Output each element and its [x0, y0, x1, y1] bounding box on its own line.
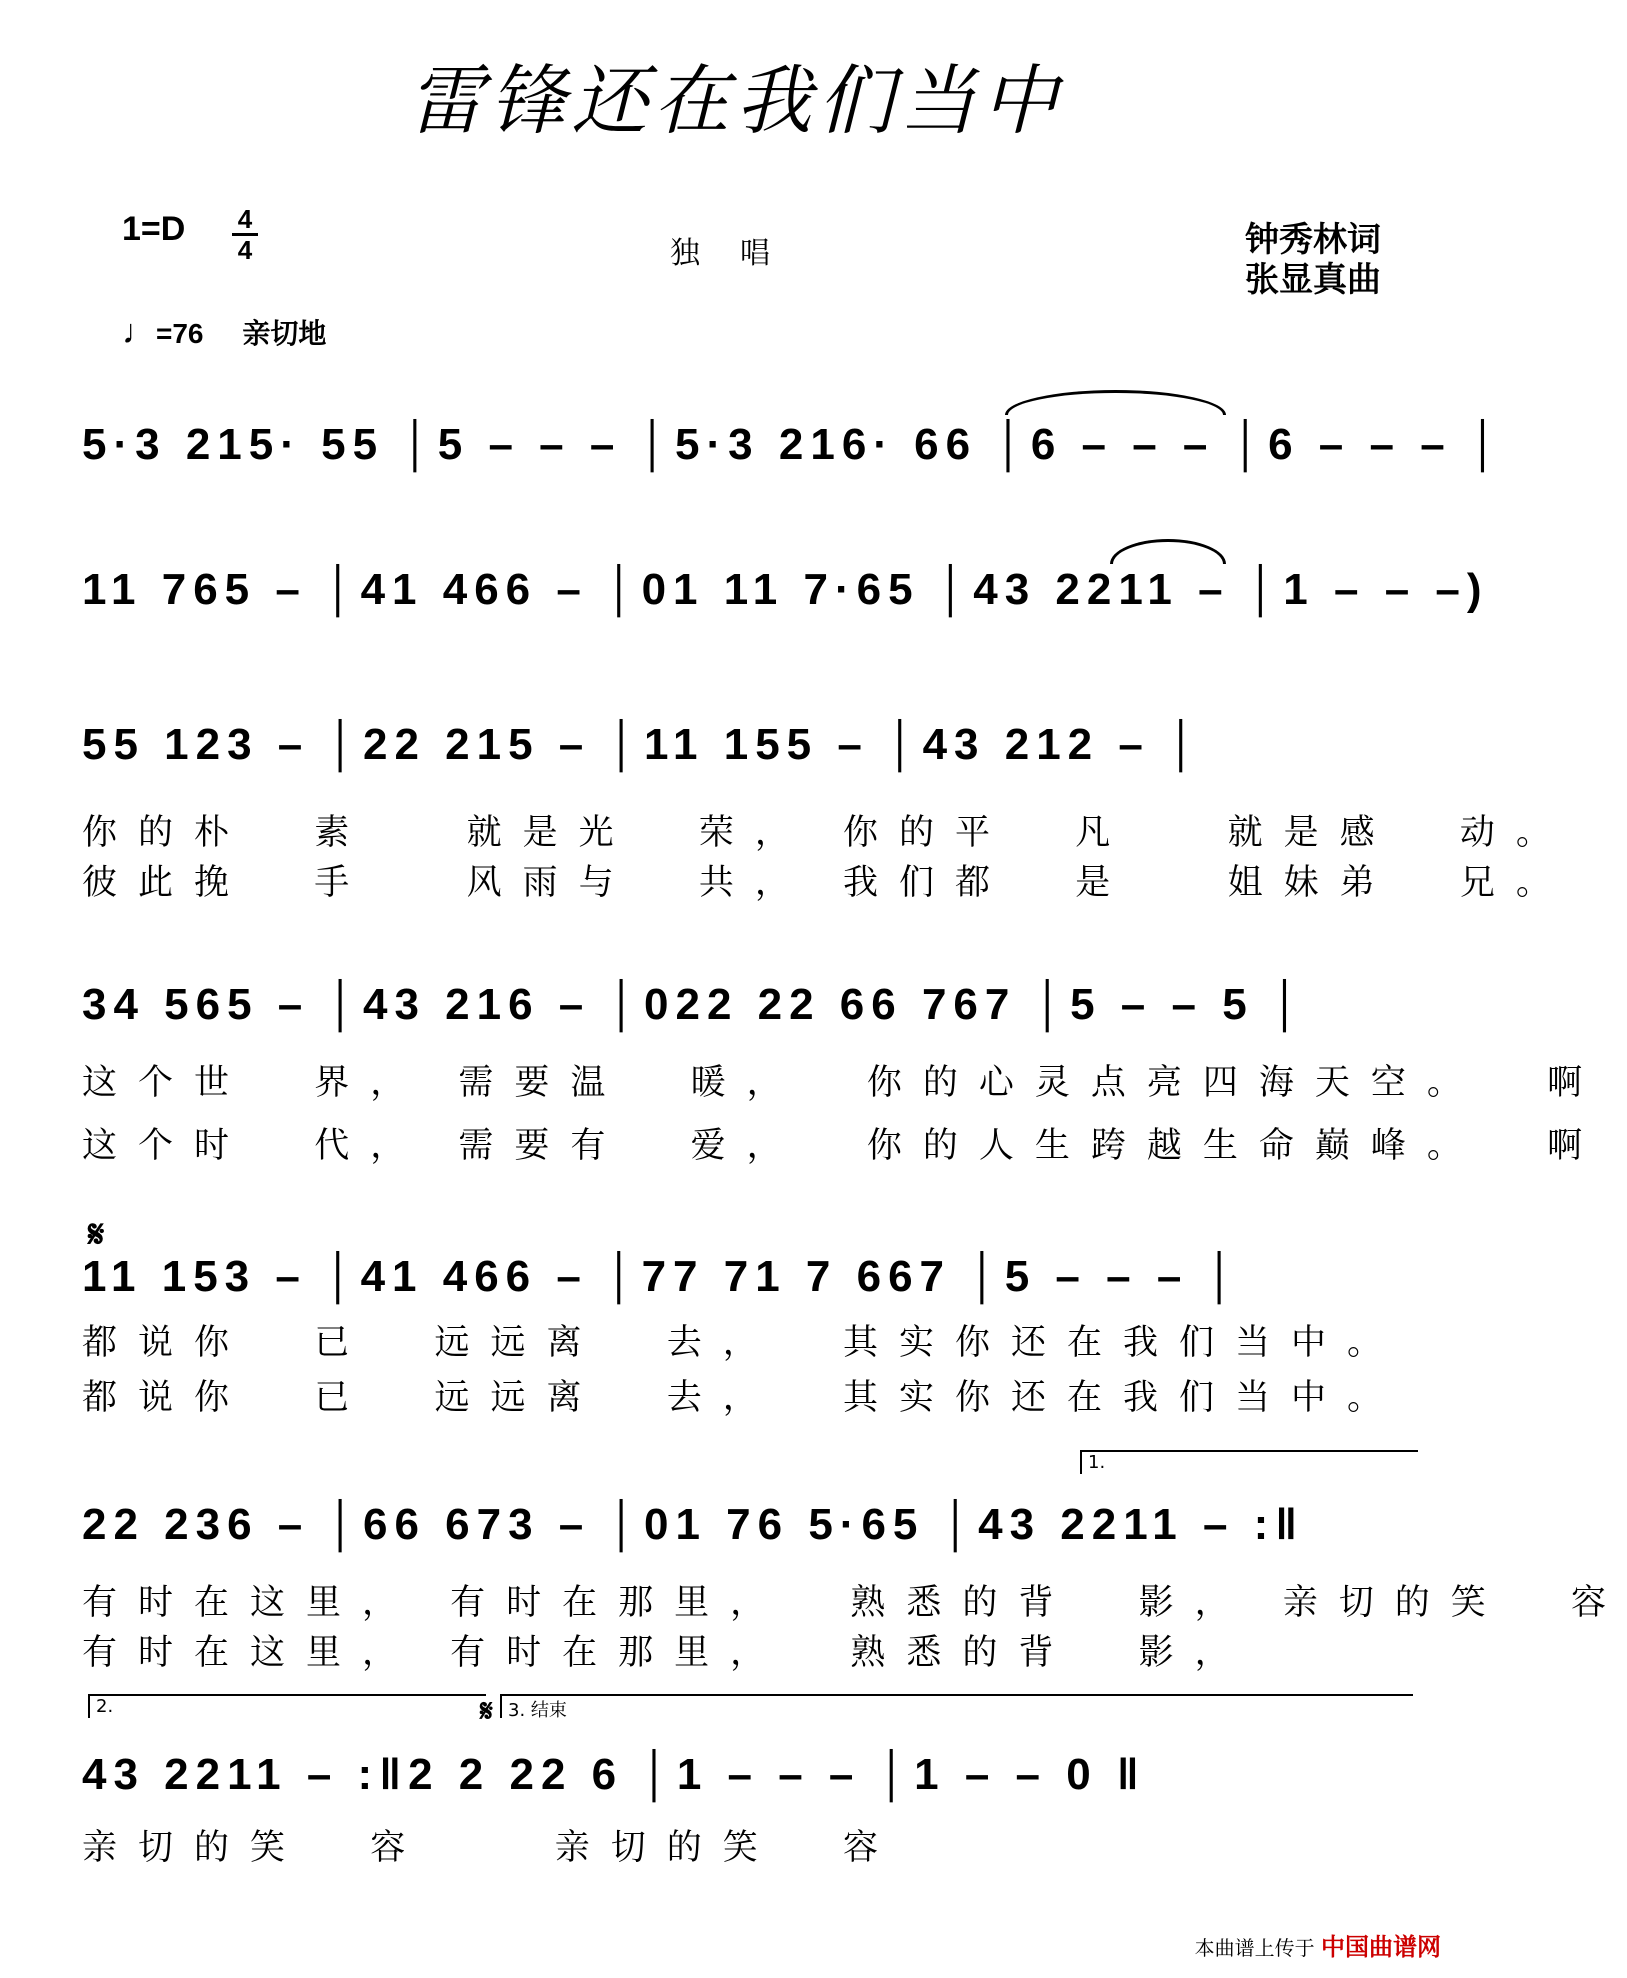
- staff-system-2: [0, 545, 1489, 625]
- lyric-verse-2: 都说你 已 远远离 去， 其实你还在我们当中。: [82, 1378, 1404, 1418]
- time-sig-bottom: 4: [237, 235, 253, 265]
- time-sig-top: 4: [237, 204, 253, 234]
- tie: [1110, 539, 1226, 564]
- staff-system-4: [0, 960, 1604, 1166]
- lyric-verse-1: 亲切的笑 容 亲切的笑 容: [82, 1828, 900, 1868]
- staff-system-1: [0, 410, 1506, 490]
- segno-icon: 𝄋: [480, 1694, 493, 1729]
- notation-line: 11 153 – │41 466 – │77 71 7 667 │5 – – – │: [82, 1252, 1243, 1301]
- lyric-verse-1: 你的朴 素 就是光 荣， 你的平 凡 就是感 动。: [82, 813, 1572, 853]
- composer-credit: 张显真曲: [1245, 260, 1381, 300]
- lyric-verse-2: 有时在这里， 有时在那里， 熟悉的背 影，: [82, 1633, 1251, 1673]
- site-logo[interactable]: 中国曲谱网: [1321, 1933, 1441, 1961]
- lyric-verse-1: 这个世 界， 需要温 暖， 你的心灵点亮四海天空。 啊: [82, 1063, 1604, 1103]
- notation-line: 5·3 215· 55 │5 – – – │5·3 216· 66 │6 – – – │6 – – – │: [82, 420, 1506, 469]
- lyric-verse-2: 这个时 代， 需要有 爱， 你的人生跨越生命巅峰。 啊: [82, 1126, 1604, 1166]
- quarter-note-icon: ♩: [122, 313, 156, 351]
- lyric-verse-1: 都说你 已 远远离 去， 其实你还在我们当中。: [82, 1323, 1404, 1363]
- performance-mode: 独唱: [670, 236, 810, 271]
- key-signature: 1=D: [122, 210, 186, 248]
- footer-prefix: 本曲谱上传于: [1194, 1936, 1315, 1960]
- notation-line: 55 123 – │22 215 – │11 155 – │43 212 – │: [82, 720, 1204, 769]
- volta-third-ending: 3. 结束: [500, 1694, 1413, 1718]
- tie: [1005, 390, 1226, 415]
- segno-icon: 𝄋: [88, 1212, 105, 1256]
- notation-line: 34 565 – │43 216 – │022 22 66 767 │5 – – 5 │: [82, 980, 1308, 1029]
- volta-second-ending: 2.: [88, 1694, 486, 1718]
- time-signature: [232, 206, 258, 263]
- staff-system-5: [0, 1212, 1471, 1418]
- page-title: 雷锋还在我们当中: [407, 56, 1064, 145]
- notation-line: 22 236 – │66 673 – │01 76 5·65 │43 2211 – :‖: [82, 1500, 1305, 1549]
- notation-line: 11 765 – │41 466 – │01 11 7·65 │43 2211 – │1 – – –): [82, 565, 1489, 614]
- lyric-verse-1: 有时在这里， 有时在那里， 熟悉的背 影， 亲切的笑 容: [82, 1583, 1627, 1623]
- staff-system-6: [0, 1452, 1627, 1673]
- footer-attribution: [1195, 1927, 1441, 1962]
- tempo-marking: [122, 312, 326, 352]
- lyric-verse-2: 彼此挽 手 风雨与 共， 我们都 是 姐妹弟 兄。: [82, 863, 1572, 903]
- staff-system-7: [0, 1694, 1471, 1868]
- lyricist-credit: 钟秀林词: [1245, 220, 1381, 260]
- staff-system-3: [0, 700, 1572, 903]
- tempo-bpm: =76: [156, 318, 204, 349]
- tempo-expression: 亲切地: [242, 318, 327, 349]
- notation-line: 43 2211 – :‖2 2 22 6 │1 – – – │1 – – 0 ‖: [82, 1750, 1146, 1799]
- volta-first-ending: 1.: [1080, 1450, 1418, 1474]
